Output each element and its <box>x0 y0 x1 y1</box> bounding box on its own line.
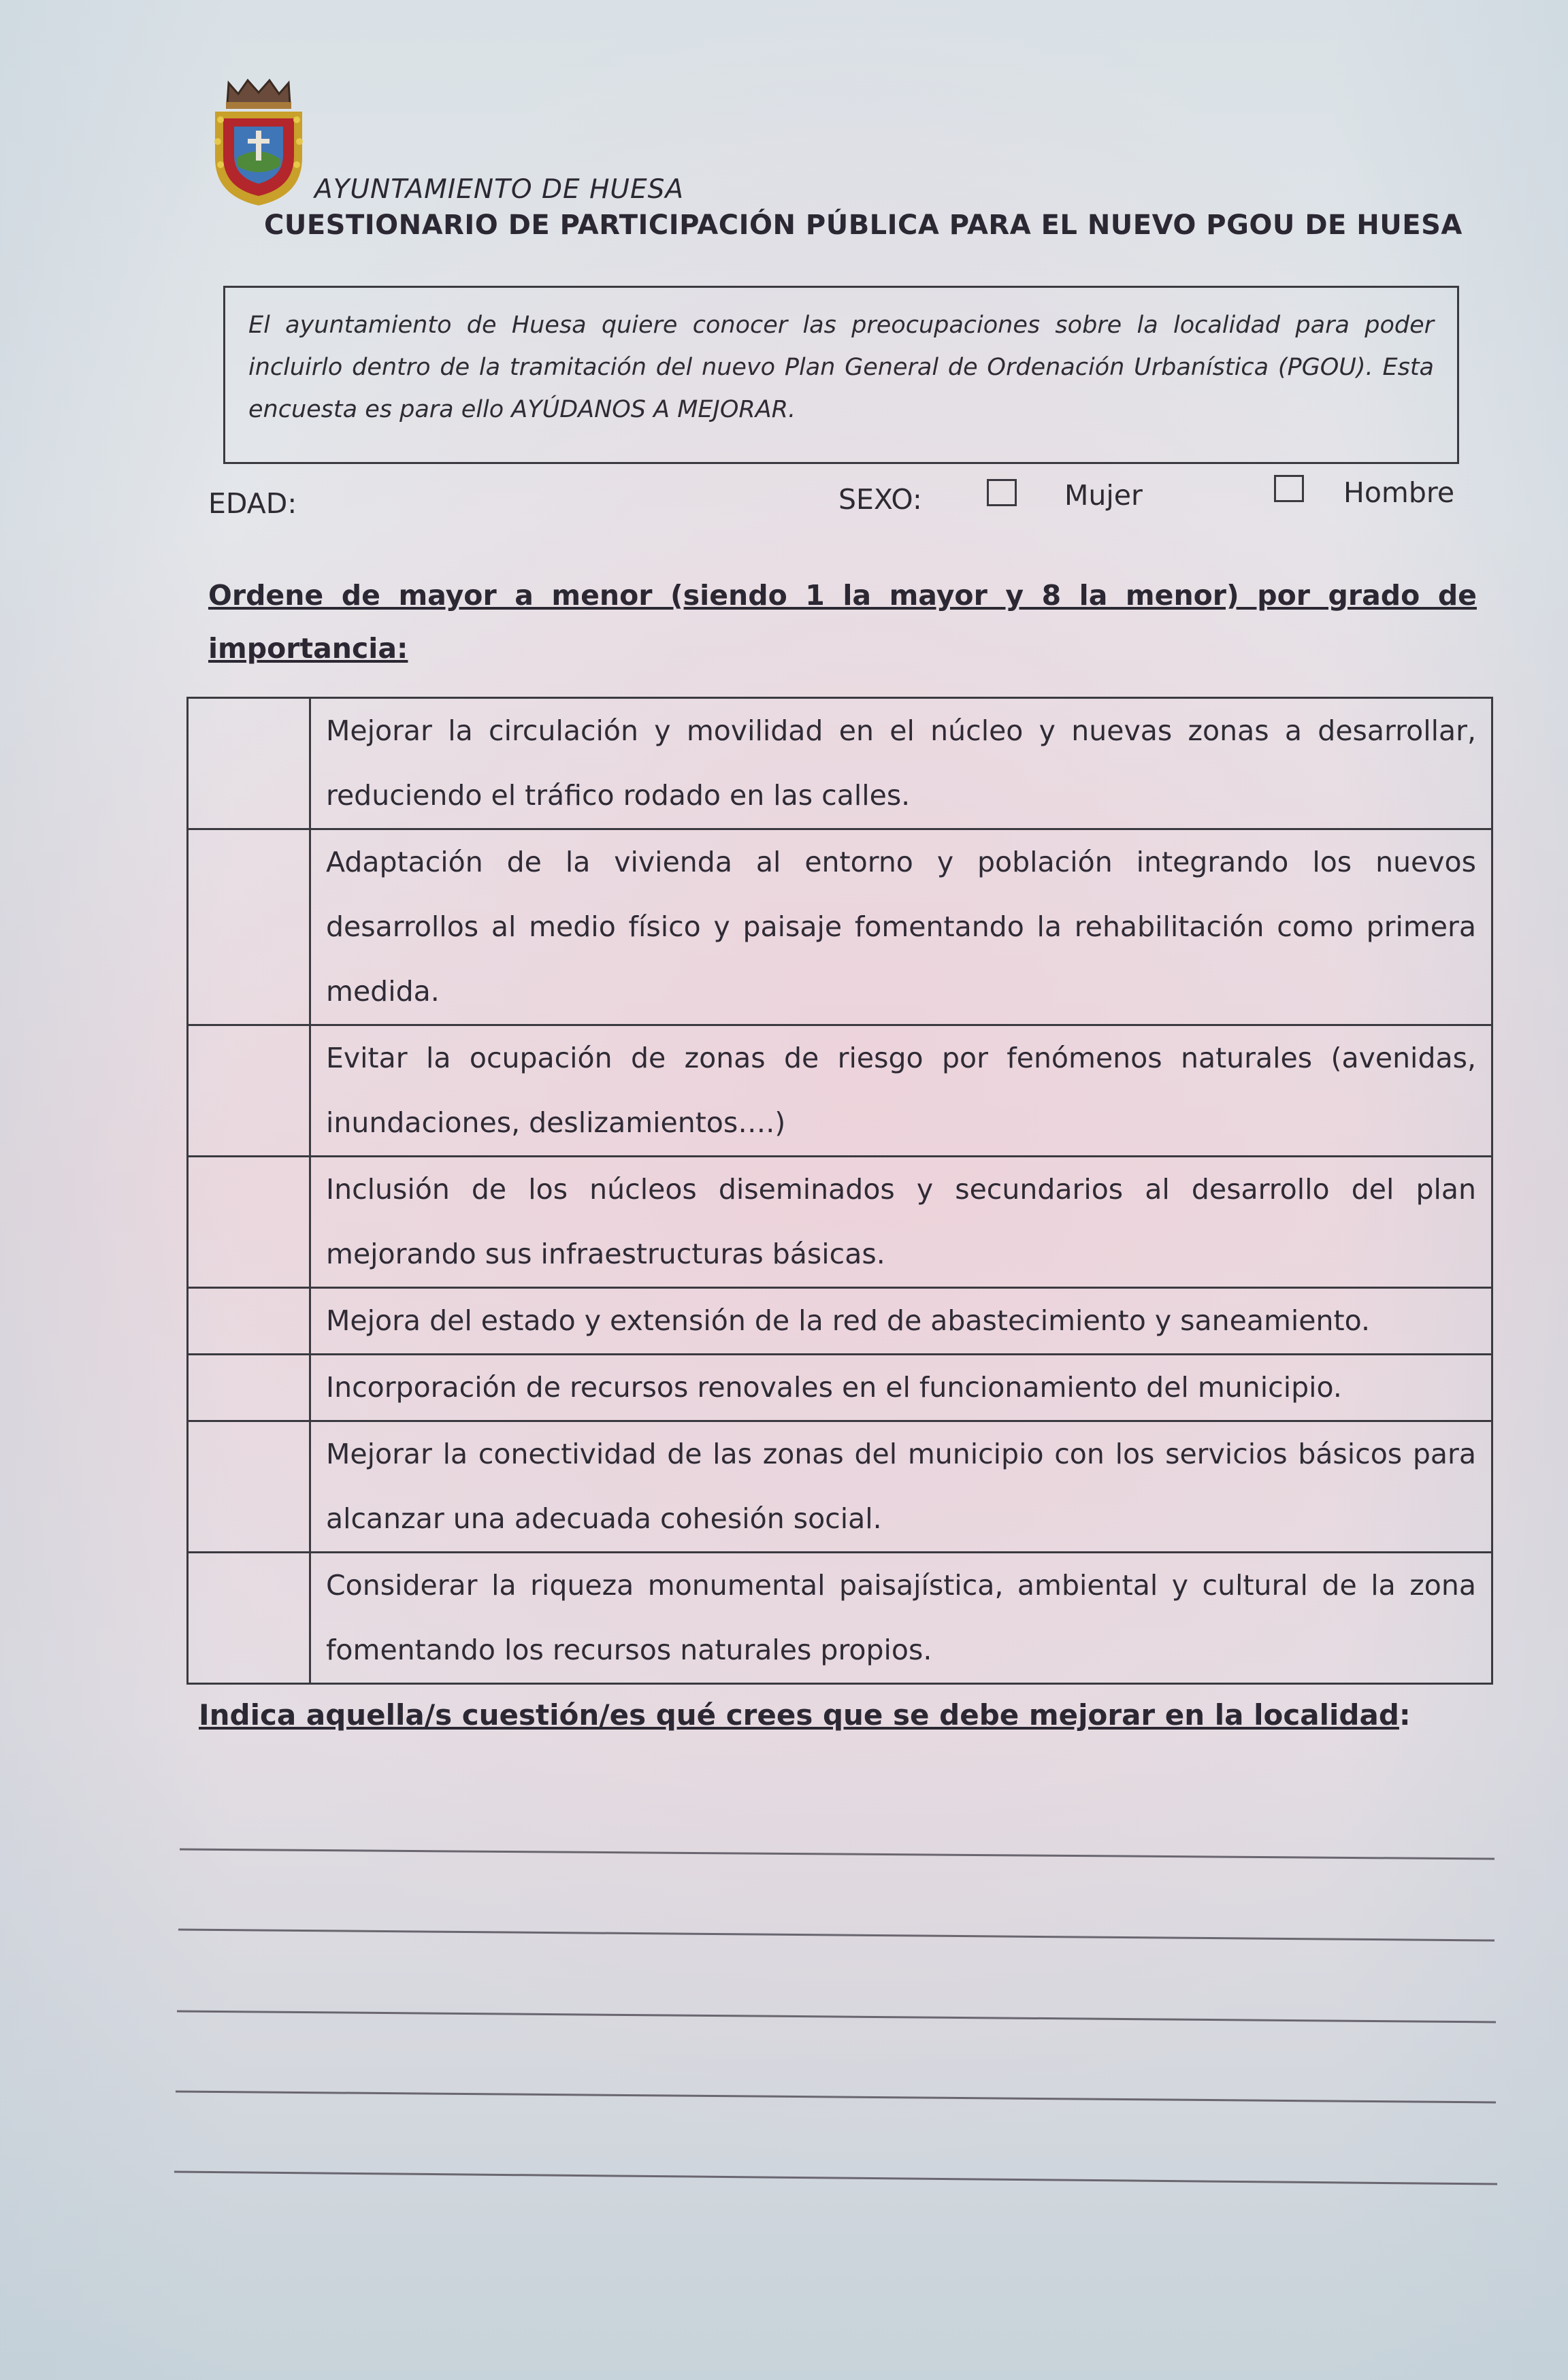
ranking-row <box>188 1025 1492 1157</box>
ranking-instruction-text: Ordene de mayor a menor (siendo 1 la mayor y 8 la menor) por grado de importancia <box>208 579 1477 665</box>
ranking-item-4: Inclusión de los núcleos diseminados y secundarios al desarrollo del plan mejorando sus infraestructuras básicas. <box>310 1157 1492 1288</box>
ranking-row <box>188 1421 1492 1553</box>
mujer-checkbox[interactable] <box>987 479 1017 506</box>
ranking-row <box>188 829 1492 1025</box>
ranking-table <box>186 697 1493 1685</box>
organization-name: AYUNTAMIENTO DE HUESA <box>314 174 685 205</box>
ranking-item-3: Evitar la ocupación de zonas de riesgo por fenómenos naturales (avenidas, inundaciones, deslizamientos….) <box>310 1025 1492 1157</box>
intro-text: El ayuntamiento de Huesa quiere conocer las preocupaciones sobre la localidad para poder incluirlo dentro de la tramitación del nuevo Plan General de Ordenación Urbanística (PGOU). Esta encuesta es para ello AYÚDANOS A MEJORAR. <box>248 312 1434 423</box>
sexo-label: SEXO: <box>838 483 922 516</box>
ranking-item-8: Considerar la riqueza monumental paisajística, ambiental y cultural de la zona fomentando los recursos naturales propios. <box>310 1553 1492 1684</box>
mujer-label: Mujer <box>1064 479 1143 512</box>
rank-input-1[interactable] <box>188 698 310 829</box>
hombre-label: Hombre <box>1343 476 1455 509</box>
coat-of-arms-icon <box>208 76 309 210</box>
answer-line-1[interactable] <box>180 1849 1494 1859</box>
ranking-row <box>188 698 1492 829</box>
rank-input-7[interactable] <box>188 1421 310 1553</box>
rank-input-8[interactable] <box>188 1553 310 1684</box>
ranking-row <box>188 1157 1492 1288</box>
open-question-colon: : <box>1399 1698 1411 1732</box>
ranking-row <box>188 1553 1492 1684</box>
ranking-item-6: Incorporación de recursos renovales en el funcionamiento del municipio. <box>310 1355 1492 1421</box>
answer-line-2[interactable] <box>178 1930 1494 1940</box>
rank-input-3[interactable] <box>188 1025 310 1157</box>
intro-box <box>223 286 1459 464</box>
ranking-item-5: Mejora del estado y extensión de la red de abastecimiento y saneamiento. <box>310 1288 1492 1355</box>
open-question-text: Indica aquella/s cuestión/es qué crees que se debe mejorar en la localidad <box>199 1698 1399 1732</box>
ranking-instruction <box>208 569 1477 675</box>
page-title: CUESTIONARIO DE PARTICIPACIÓN PÚBLICA PARA EL NUEVO PGOU DE HUESA <box>264 210 1463 241</box>
answer-line-4[interactable] <box>176 2092 1496 2102</box>
edad-label: EDAD: <box>208 487 297 520</box>
hombre-checkbox[interactable] <box>1274 475 1304 502</box>
ranking-item-2: Adaptación de la vivienda al entorno y población integrando los nuevos desarrollos al medio físico y paisaje fomentando la rehabilitación como primera medida. <box>310 829 1492 1025</box>
rank-input-5[interactable] <box>188 1288 310 1355</box>
ranking-instruction-colon: : <box>397 632 408 665</box>
answer-line-5[interactable] <box>174 2172 1497 2184</box>
ranking-row <box>188 1288 1492 1355</box>
open-question-label <box>199 1698 1411 1732</box>
answer-line-3[interactable] <box>177 2011 1496 2022</box>
rank-input-6[interactable] <box>188 1355 310 1421</box>
ranking-item-1: Mejorar la circulación y movilidad en el núcleo y nuevas zonas a desarrollar, reduciendo el tráfico rodado en las calles. <box>310 698 1492 829</box>
ranking-item-7: Mejorar la conectividad de las zonas del municipio con los servicios básicos para alcanzar una adecuada cohesión social. <box>310 1421 1492 1553</box>
rank-input-2[interactable] <box>188 829 310 1025</box>
rank-input-4[interactable] <box>188 1157 310 1288</box>
ranking-row <box>188 1355 1492 1421</box>
